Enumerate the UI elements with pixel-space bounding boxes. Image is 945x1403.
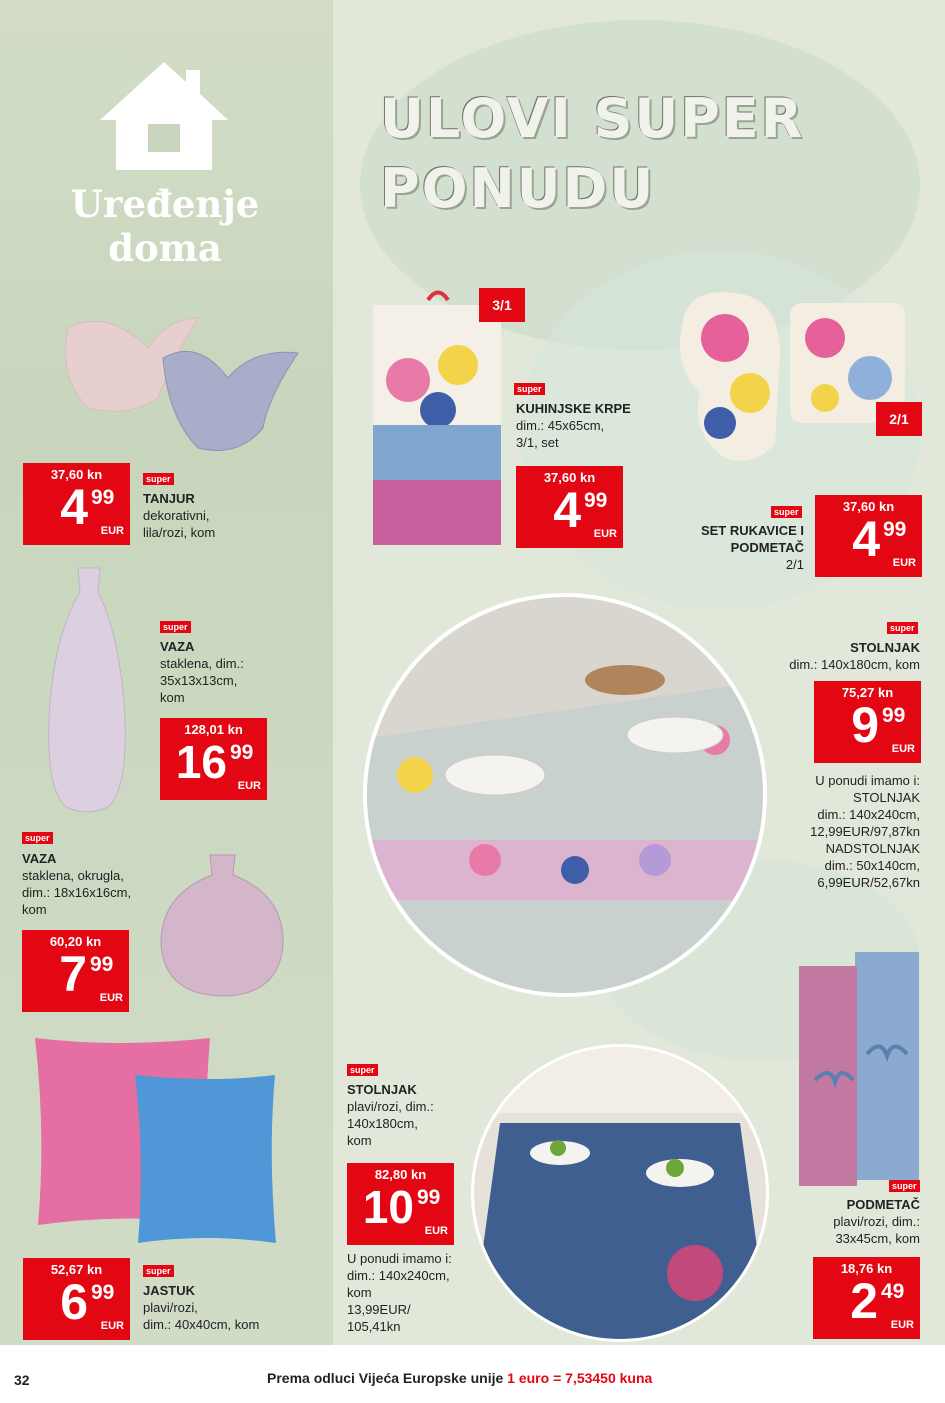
old-price: 82,80 kn — [374, 1167, 427, 1182]
product-name: STOLNJAK — [347, 1082, 417, 1097]
price-euros: 4 — [852, 511, 880, 567]
product-name: KUHINJSKE KRPE — [516, 401, 631, 416]
super-badge: super — [347, 1064, 378, 1076]
extra-line: kom — [347, 1285, 372, 1300]
extra-line: NADSTOLNJAK — [825, 841, 920, 856]
old-price: 128,01 kn — [184, 722, 243, 737]
price-cents: 99 — [230, 741, 254, 764]
price-tag-stolnjak2 — [347, 1163, 454, 1245]
price-euros: 16 — [175, 736, 227, 788]
old-price: 18,76 kn — [840, 1261, 893, 1276]
product-desc-rukavice — [680, 522, 804, 573]
product-desc-stolnjak2 — [347, 1081, 434, 1149]
product-desc-tanjur — [143, 490, 215, 541]
product-detail: 2/1 — [785, 557, 804, 572]
price-cents: 99 — [91, 486, 115, 509]
product-name: TANJUR — [143, 491, 195, 506]
super-badge: super — [771, 506, 802, 518]
product-name: VAZA — [160, 639, 195, 654]
product-desc-vaza2 — [22, 850, 131, 918]
headline-line1: ULOVI SUPER — [380, 87, 805, 150]
exchange-rate: 1 euro = 7,53450 kuna — [507, 1370, 653, 1386]
product-detail: dekorativni, — [143, 508, 210, 523]
price-euros: 4 — [60, 479, 88, 535]
extra-line: dim.: 140x240cm, — [347, 1268, 450, 1283]
product-detail: kom — [347, 1133, 372, 1148]
product-extra-stolnjak2 — [347, 1250, 452, 1335]
currency-label: EUR — [891, 743, 915, 755]
footer-note-text: Prema odluci Vijeća Europske unije — [267, 1370, 508, 1386]
product-detail: dim.: 45x65cm, — [516, 418, 605, 433]
product-detail: staklena, okrugla, — [22, 868, 124, 883]
currency-label: EUR — [424, 1225, 448, 1237]
product-name: SET RUKAVICE I — [700, 523, 804, 538]
butterfly-plates-image — [48, 308, 303, 468]
headline — [380, 84, 804, 224]
price-euros: 10 — [362, 1181, 414, 1233]
product-name: VAZA — [22, 851, 57, 866]
price-euros: 6 — [60, 1274, 88, 1330]
product-detail: kom — [22, 902, 47, 917]
extra-line: 6,99EUR/52,67kn — [817, 875, 920, 890]
price-tag-stolnjak1 — [814, 681, 921, 763]
product-desc-jastuk — [143, 1282, 259, 1333]
price-cents: 99 — [90, 953, 114, 976]
footer-note — [267, 1370, 652, 1386]
price-tag-vaza1 — [160, 718, 267, 800]
price-cents: 99 — [883, 518, 907, 541]
currency-label: EUR — [99, 992, 123, 1004]
currency-label: EUR — [892, 557, 916, 569]
extra-line: 12,99EUR/97,87kn — [810, 824, 920, 839]
product-detail: 35x13x13cm, — [160, 673, 238, 688]
price-cents: 99 — [584, 489, 608, 512]
tall-vase-image — [38, 562, 138, 818]
extra-line: STOLNJAK — [853, 790, 920, 805]
price-euros: 9 — [851, 697, 879, 753]
super-badge: super — [160, 621, 191, 633]
product-detail: 140x180cm, — [347, 1116, 418, 1131]
price-tag-tanjur — [23, 463, 130, 545]
currency-label: EUR — [890, 1319, 914, 1331]
product-desc-stolnjak1 — [760, 639, 920, 673]
price-euros: 7 — [59, 946, 87, 1002]
product-detail: plavi/rozi, dim.: — [833, 1214, 920, 1229]
kitchen-towels-image — [368, 285, 508, 555]
product-desc-vaza1 — [160, 638, 244, 706]
section-title-line2: doma — [108, 226, 222, 270]
old-price: 37,60 kn — [842, 499, 895, 514]
super-badge: super — [143, 1265, 174, 1277]
ratio-badge: 3/1 — [479, 288, 525, 322]
placemats-image — [795, 950, 923, 1190]
extra-line: U ponudi imamo i: — [815, 773, 920, 788]
super-badge: super — [514, 383, 545, 395]
price-euros: 4 — [553, 482, 581, 538]
cushions-image — [30, 1033, 280, 1253]
product-detail: staklena, dim.: — [160, 656, 244, 671]
old-price: 37,60 kn — [50, 467, 103, 482]
extra-line: 13,99EUR/ — [347, 1302, 411, 1317]
price-tag-rukavice — [815, 495, 922, 577]
super-badge: super — [143, 473, 174, 485]
product-detail: 33x45cm, kom — [835, 1231, 920, 1246]
super-badge: super — [887, 622, 918, 634]
super-badge: super — [889, 1180, 920, 1192]
old-price: 75,27 kn — [841, 685, 894, 700]
oven-mitt-image — [665, 283, 915, 473]
price-cents: 49 — [881, 1280, 905, 1303]
product-name: PODMETAČ — [730, 540, 804, 555]
price-tag-vaza2 — [22, 930, 129, 1012]
ratio-badge: 2/1 — [876, 402, 922, 436]
currency-label: EUR — [100, 525, 124, 537]
product-detail: dim.: 18x16x16cm, — [22, 885, 132, 900]
house-icon — [96, 58, 232, 176]
product-name: JASTUK — [143, 1283, 196, 1298]
product-extra-stolnjak1 — [770, 772, 920, 891]
product-desc-krpe — [516, 400, 631, 451]
extra-line: U ponudi imamo i: — [347, 1251, 452, 1266]
price-cents: 99 — [91, 1281, 115, 1304]
price-cents: 99 — [417, 1186, 441, 1209]
blue-tablecloth-image — [470, 1043, 770, 1343]
tablecloth-image — [355, 590, 775, 1000]
product-detail: plavi/rozi, — [143, 1300, 198, 1315]
price-euros: 2 — [850, 1273, 878, 1329]
price-tag-krpe — [516, 466, 623, 548]
price-tag-podmetac — [813, 1257, 920, 1339]
price-tag-jastuk — [23, 1258, 130, 1340]
old-price: 37,60 kn — [543, 470, 596, 485]
currency-label: EUR — [237, 780, 261, 792]
extra-line: 105,41kn — [347, 1319, 401, 1334]
extra-line: dim.: 140x240cm, — [817, 807, 920, 822]
extra-line: dim.: 50x140cm, — [824, 858, 920, 873]
product-desc-podmetac — [790, 1196, 920, 1247]
price-cents: 99 — [882, 704, 906, 727]
product-detail: dim.: 40x40cm, kom — [143, 1317, 260, 1332]
super-badge: super — [22, 832, 53, 844]
currency-label: EUR — [593, 528, 617, 540]
old-price: 60,20 kn — [49, 934, 102, 949]
product-name: STOLNJAK — [850, 640, 920, 655]
section-title — [30, 182, 300, 270]
product-detail: kom — [160, 690, 185, 705]
product-detail: plavi/rozi, dim.: — [347, 1099, 434, 1114]
headline-line2: PONUDU — [380, 157, 656, 220]
round-vase-image — [155, 850, 290, 1000]
currency-label: EUR — [100, 1320, 124, 1332]
section-title-line1: Uređenje — [70, 182, 260, 226]
product-detail: lila/rozi, kom — [143, 525, 216, 540]
product-detail: 3/1, set — [516, 435, 559, 450]
page-number: 32 — [14, 1372, 30, 1388]
product-name: PODMETAČ — [846, 1197, 920, 1212]
product-detail: dim.: 140x180cm, kom — [789, 657, 920, 672]
old-price: 52,67 kn — [50, 1262, 103, 1277]
